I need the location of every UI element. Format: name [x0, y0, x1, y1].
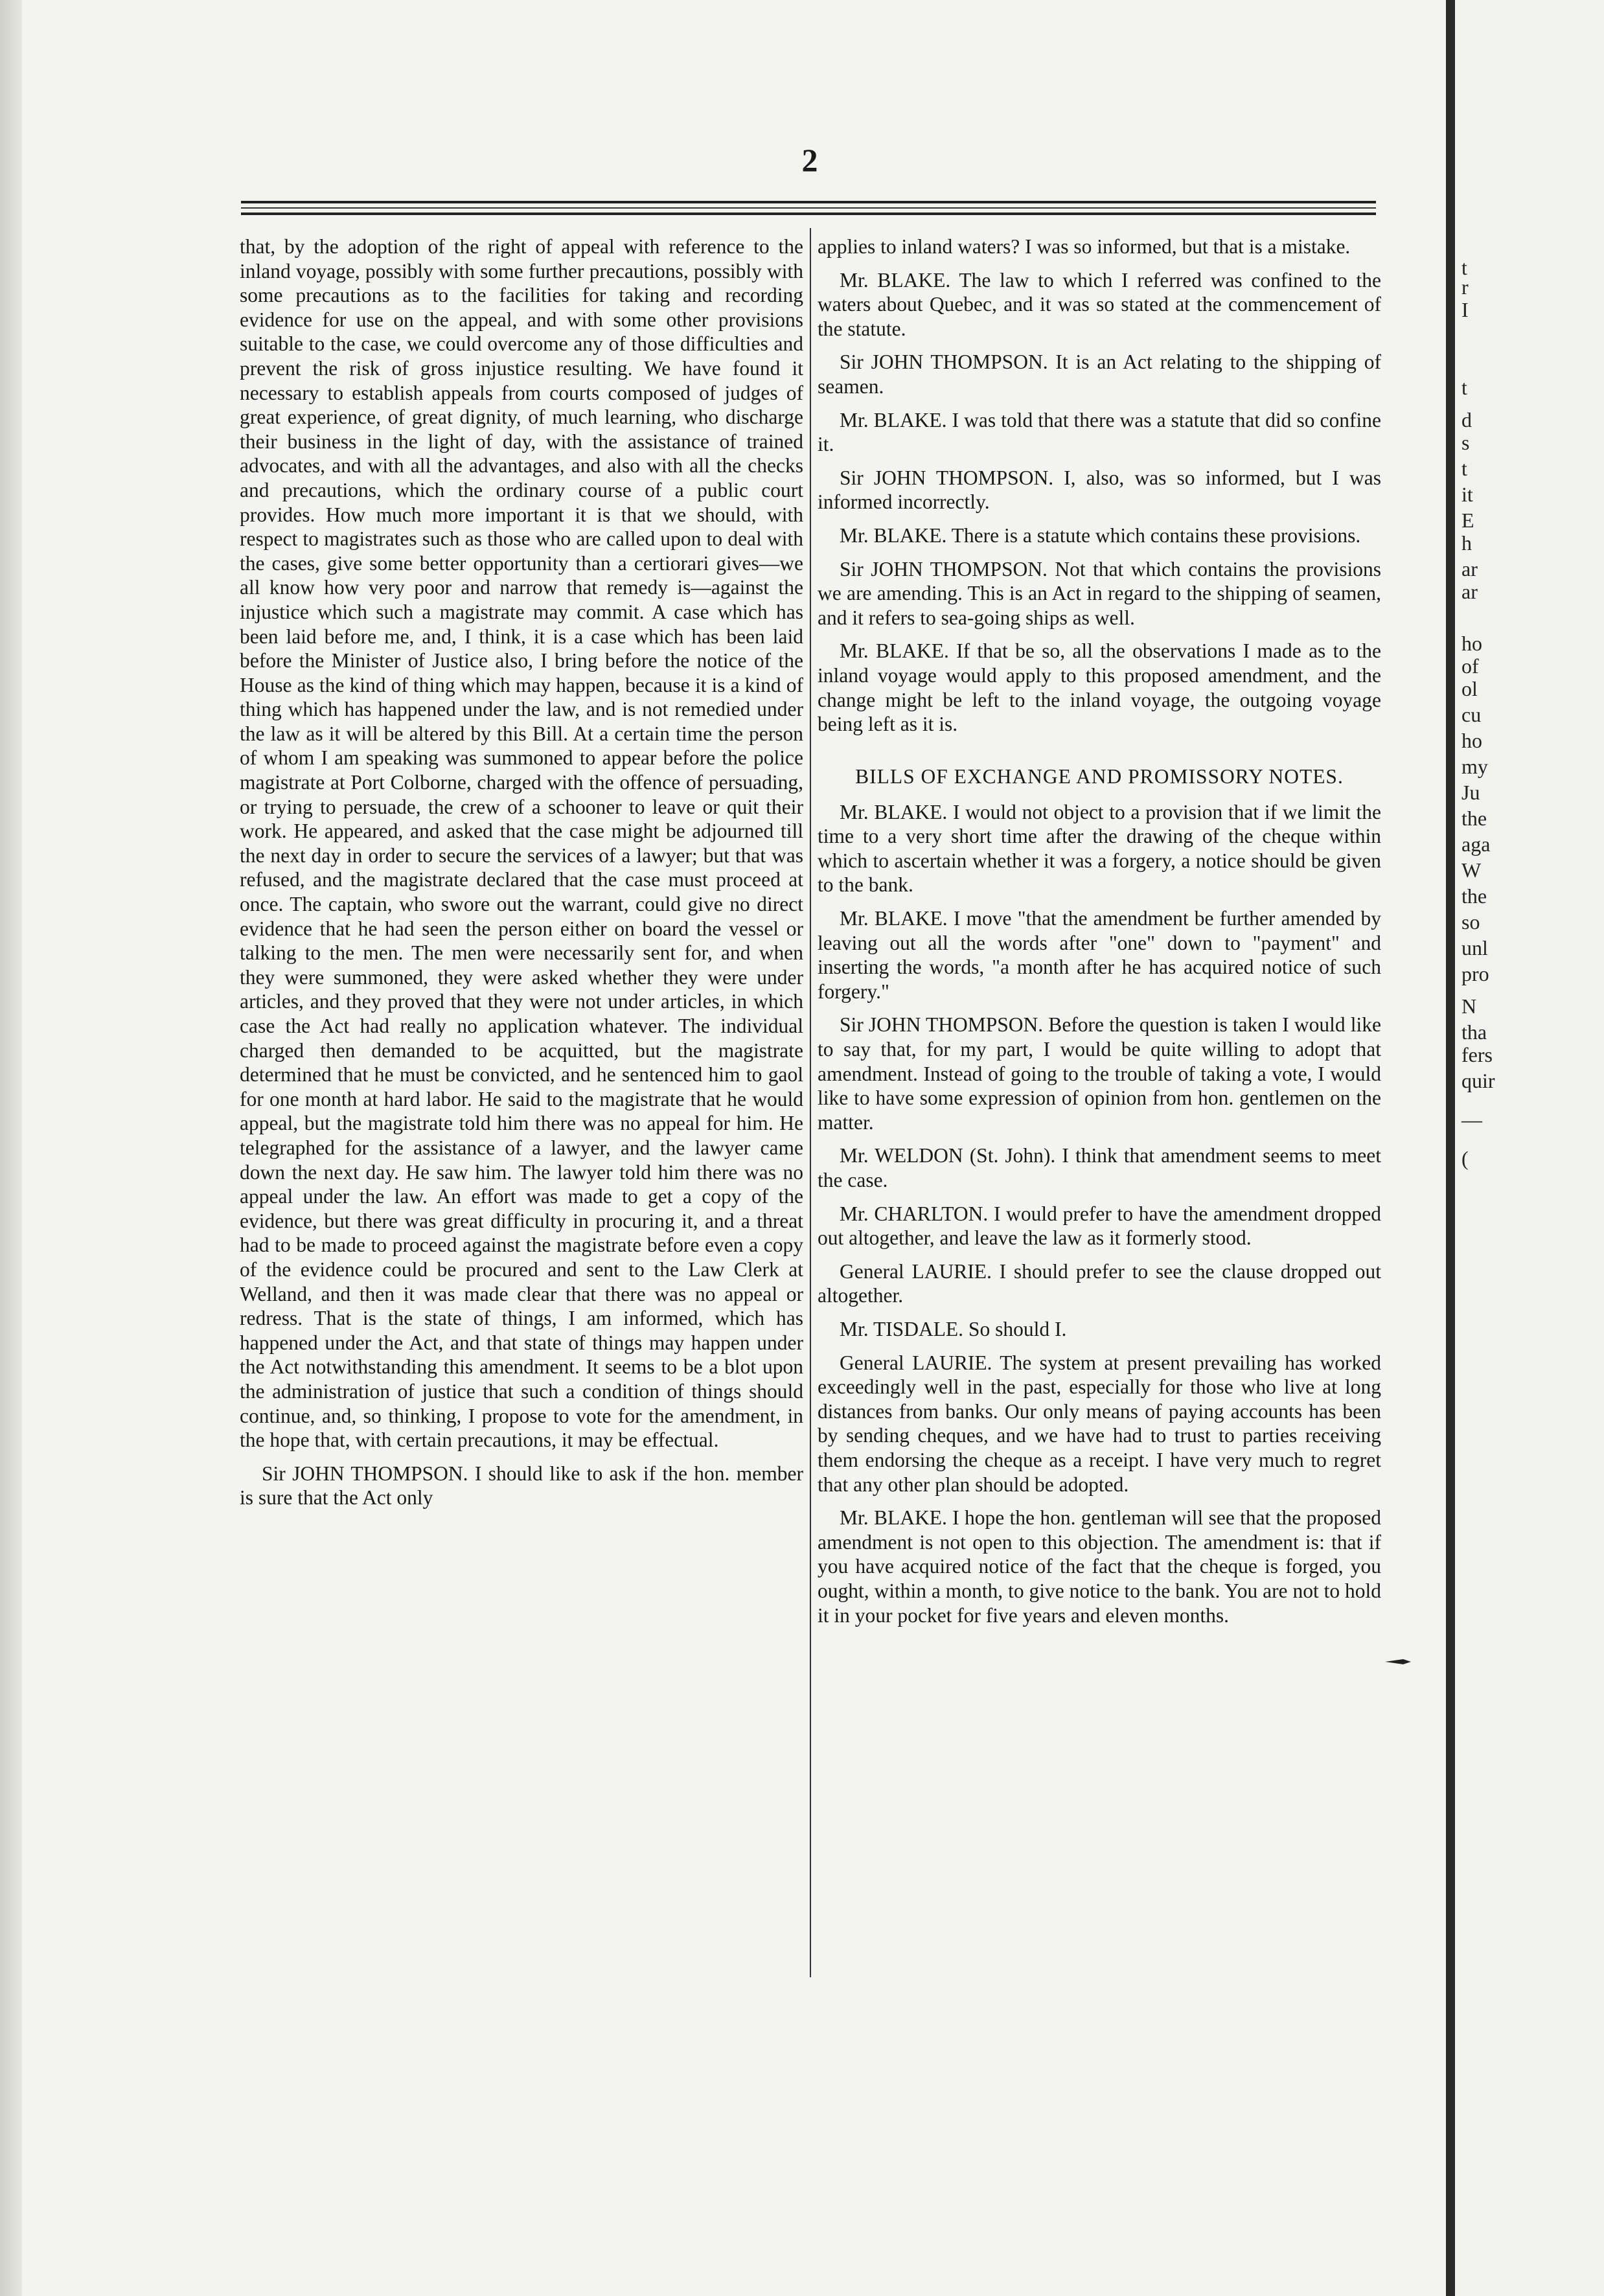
- paragraph: applies to inland waters? I was so informed, but that is a mistake.: [818, 235, 1351, 258]
- adjacent-page-fragment: of: [1461, 654, 1479, 678]
- paragraph: Sir JOHN THOMPSON. Before the question is taken I would like to say that, for my part, I would be quite willing to adopt that amendment. Instead of going to the trouble of taking a vote, I would like to have some expression of opinion from hon. gentlemen on the matter.: [818, 1013, 1381, 1134]
- paragraph: General LAURIE. The system at present prevailing has worked exceedingly well in the past, especially for those who live at long distances from banks. Our only means of paying accounts has been by sending cheques, and we have had to trust to parties receiving them endorsing the cheque as a receipt. I have very much to regret that any other plan should be adopted.: [818, 1351, 1381, 1496]
- adjacent-page-fragment: quir: [1461, 1069, 1495, 1092]
- adjacent-page-fragment: so: [1461, 910, 1480, 934]
- adjacent-page-fragment: ho: [1461, 729, 1482, 752]
- adjacent-page-fragment: ar: [1461, 557, 1478, 580]
- adjacent-page-fragment: r: [1461, 275, 1469, 299]
- adjacent-page: [1455, 0, 1604, 2296]
- adjacent-page-fragment: cu: [1461, 703, 1482, 726]
- paragraph: Sir JOHN THOMPSON. Not that which contains the provisions we are amending. This is an Act in regard to the shipping of seamen, and it refers to sea-going ships as well.: [818, 557, 1381, 629]
- header-rule-top: [241, 201, 1376, 203]
- paragraph: Mr. TISDALE. So should I.: [840, 1317, 1067, 1340]
- adjacent-page-fragment: (: [1461, 1147, 1469, 1170]
- adjacent-page-fragment: Ju: [1461, 781, 1480, 804]
- paragraph: Mr. BLAKE. I hope the hon. gentleman will see that the proposed amendment is not open to this objection. The amendment is: that if you have acquired notice of the fact that the cheque is forged, you ought, within a month, to give notice to the bank. You are not to hold it in your pocket for five years and eleven months.: [818, 1506, 1381, 1627]
- adjacent-page-fragment: pro: [1461, 962, 1489, 985]
- adjacent-page-fragment: it: [1461, 483, 1473, 506]
- paragraph: Mr. BLAKE. The law to which I referred was confined to the waters about Quebec, and it was so stated at the commencement of the statute.: [818, 268, 1381, 340]
- adjacent-page-fragment: tha: [1461, 1020, 1487, 1044]
- adjacent-page-fragment: the: [1461, 807, 1487, 830]
- header-rule-middle: [241, 207, 1376, 209]
- paragraph: Mr. WELDON (St. John). I think that amendment seems to meet the case.: [818, 1144, 1381, 1191]
- right-column: [818, 235, 1381, 1636]
- adjacent-page-fragment: N: [1461, 994, 1477, 1018]
- paragraph: Mr. BLAKE. If that be so, all the observations I made as to the inland voyage would apply to this proposed amendment, and the change might be left to the inland voyage, the outgoing voyage being left as it is.: [818, 639, 1381, 736]
- paragraph: Mr. BLAKE. I was told that there was a statute that did so confine it.: [818, 408, 1381, 456]
- paragraph: Sir JOHN THOMPSON. I, also, was so informed, but I was informed incorrectly.: [818, 466, 1381, 514]
- adjacent-page-fragment: t: [1461, 376, 1467, 399]
- adjacent-page-fragment: fers: [1461, 1043, 1493, 1066]
- margin-arrow-mark: [1385, 1657, 1411, 1666]
- adjacent-page-fragment: I: [1461, 298, 1469, 321]
- adjacent-page-fragment: the: [1461, 884, 1487, 908]
- binding-gutter: [1446, 0, 1455, 2296]
- left-column: [240, 235, 803, 1519]
- adjacent-page-fragment: E: [1461, 509, 1474, 532]
- paragraph: General LAURIE. I should prefer to see the clause dropped out altogether.: [818, 1259, 1381, 1307]
- adjacent-page-fragment: aga: [1461, 832, 1491, 856]
- adjacent-page-fragment: unl: [1461, 936, 1488, 959]
- adjacent-page-fragment: ho: [1461, 632, 1482, 655]
- adjacent-page-fragment: t: [1461, 256, 1467, 279]
- adjacent-page-fragment: —: [1461, 1108, 1482, 1131]
- adjacent-page-fragment: ol: [1461, 677, 1478, 700]
- page-number: 2: [801, 142, 818, 178]
- adjacent-page-fragment: t: [1461, 457, 1467, 480]
- paragraph: that, by the adoption of the right of appeal with reference to the inland voyage, possibly with some further precautions, possibly with some precautions as to the facilities for taking and recording evidence for use on the appeal, and with some other provisions suitable to the case, we could overcome any of those difficulties and prevent the risk of gross injustice resulting. We have found it necessary to establish appeals from courts composed of judges of great experience, of great dignity, of much learning, who discharge their business in the light of day, with the assistance of trained advocates, and with all the advantages, and also with all the checks and precautions, which the ordinary course of a public court provides. How much more important it is that we should, with respect to magistrates such as those who are called upon to deal with the cases, give some better opportunity than a certiorari gives—we all know how very poor and narrow that remedy is—against the injustice which such a magistrate may commit. A case which has been laid before me, and, I think, it is a case which has been laid before the Minister of Justice also, I bring before the notice of the House as the kind of thing which may happen, because it is a kind of thing which has happened under the law, and is not remedied under the law as it will be altered by this Bill. At a certain time the person of whom I am speaking was summoned to appear before the police magistrate at Port Colborne, charged with the offence of persuading, or trying to persuade, the crew of a schooner to leave or quit their work. He appeared, and asked that the case might be adjourned till the next day in order to secure the services of a lawyer; but that was refused, and the magistrate declared that the case must proceed at once. The captain, who swore out the warrant, could give no direct evidence that he had seen the person either on board the vessel or talking to the men. The men were necessarily sent for, and when they were summoned, they were asked whether they were under articles, and they proved that they were not under articles, in which case the Act had really no application whatever. The individual charged then demanded to be acquitted, but the magistrate determined that he must be convicted, and he sentenced him to gaol for one month at hard labor. He said to the magistrate that he would appeal, but the magistrate told him there was no appeal for him. He telegraphed for the assistance of a lawyer, and the lawyer came down the next day. He saw him. The lawyer told him there was no appeal under the law. An effort was made to get a copy of the evidence, but there was great difficulty in procuring it, and a threat had to be made to proceed against the magistrate before even a copy of the evidence could be procured and sent to the Law Clerk at Welland, and then it was made clear that there was no appeal or redress. That is the state of things, I am informed, which has happened under the Act, and that state of things may happen under the Act notwithstanding this amendment. It seems to be a blot upon the administration of justice that such a condition of things should continue, and, so thinking, I propose to vote for the amendment, in the hope that, with certain precautions, it may be effectual.: [240, 235, 803, 1452]
- section-heading: BILLS OF EXCHANGE AND PROMISSORY NOTES.: [855, 764, 1344, 788]
- paragraph: Mr. BLAKE. I would not object to a provision that if we limit the time to a very short time after the drawing of the cheque within which to ascertain whether it was a forgery, a notice should be given to the bank.: [818, 800, 1381, 897]
- paragraph: Sir JOHN THOMPSON. I should like to ask if the hon. member is sure that the Act only: [240, 1462, 803, 1510]
- header-rule-bottom: [241, 212, 1376, 215]
- adjacent-page-fragment: s: [1461, 431, 1470, 454]
- paragraph: Mr. BLAKE. There is a statute which contains these provisions.: [840, 523, 1361, 547]
- column-divider: [810, 228, 811, 1977]
- adjacent-page-fragment: d: [1461, 408, 1472, 431]
- page-left-edge: [0, 0, 22, 2296]
- adjacent-page-fragment: my: [1461, 755, 1488, 778]
- paragraph: Sir JOHN THOMPSON. It is an Act relating to the shipping of seamen.: [818, 350, 1381, 398]
- paragraph: Mr. CHARLTON. I would prefer to have the amendment dropped out altogether, and leave the law as it formerly stood.: [818, 1202, 1381, 1250]
- adjacent-page-fragment: W: [1461, 858, 1482, 882]
- adjacent-page-fragment: h: [1461, 531, 1472, 555]
- paragraph: Mr. BLAKE. I move "that the amendment be further amended by leaving out all the words after "one" down to "payment" and inserting the words, "a month after he has acquired notice of such forgery.": [818, 907, 1381, 1003]
- adjacent-page-fragment: ar: [1461, 580, 1478, 603]
